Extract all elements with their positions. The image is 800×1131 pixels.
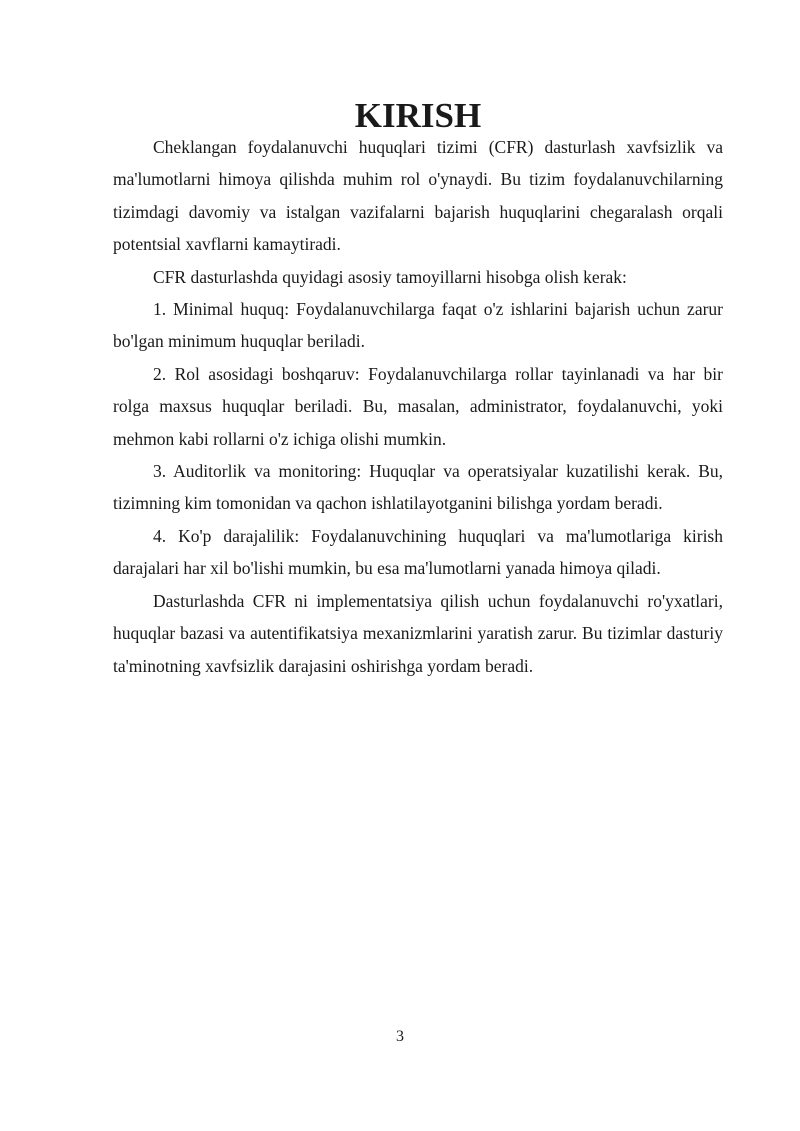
conclusion-paragraph: Dasturlashda CFR ni implementatsiya qilish uchun foydalanuvchi ro'yxatlari, huquqlar bazasi va autentifikatsiya mexanizmlarini yaratish zarur. Bu tizimlar dasturiy ta'minotning xavfsizlik darajasini oshirishga yordam beradi. (113, 590, 723, 676)
page-number: 3 (396, 1028, 404, 1045)
principle-auditing-monitoring: 3. Auditorlik va monitoring: Huquqlar va operatsiyalar kuzatilishi kerak. Bu, tizimning kim tomonidan va qachon ishlatilayotganini bilishga yordam beradi. (113, 461, 723, 514)
principles-lead-paragraph: CFR dasturlashda quyidagi asosiy tamoyillarni hisobga olish kerak: (153, 266, 627, 287)
section-title: KIRISH (354, 96, 482, 135)
principle-role-based-control: 2. Rol asosidagi boshqaruv: Foydalanuvchilarga rollar tayinlanadi va har bir rolga maxsus huquqlar beriladi. Bu, masalan, administrator, foydalanuvchi, yoki mehmon kabi rollarni o'z ichiga olishi mumkin. (113, 363, 723, 449)
principle-multi-level: 4. Ko'p darajalilik: Foydalanuvchining huquqlari va ma'lumotlariga kirish darajalari har xil bo'lishi mumkin, bu esa ma'lumotlarni yanada himoya qiladi. (113, 525, 723, 579)
page-body (113, 96, 723, 682)
principle-minimal-rights: 1. Minimal huquq: Foydalanuvchilarga faqat o'z ishlarini bajarish uchun zarur bo'lgan minimum huquqlar beriladi. (113, 299, 723, 352)
intro-paragraph: Cheklangan foydalanuvchi huquqlari tizimi (CFR) dasturlash xavfsizlik va ma'lumotlarni himoya qilishda muhim rol o'ynaydi. Bu tizim foydalanuvchilarning tizimdagi davomiy va istalgan vazifalarni bajarish huquqlarini chegaralash orqali potentsial xavflarni kamaytiradi. (113, 137, 723, 255)
